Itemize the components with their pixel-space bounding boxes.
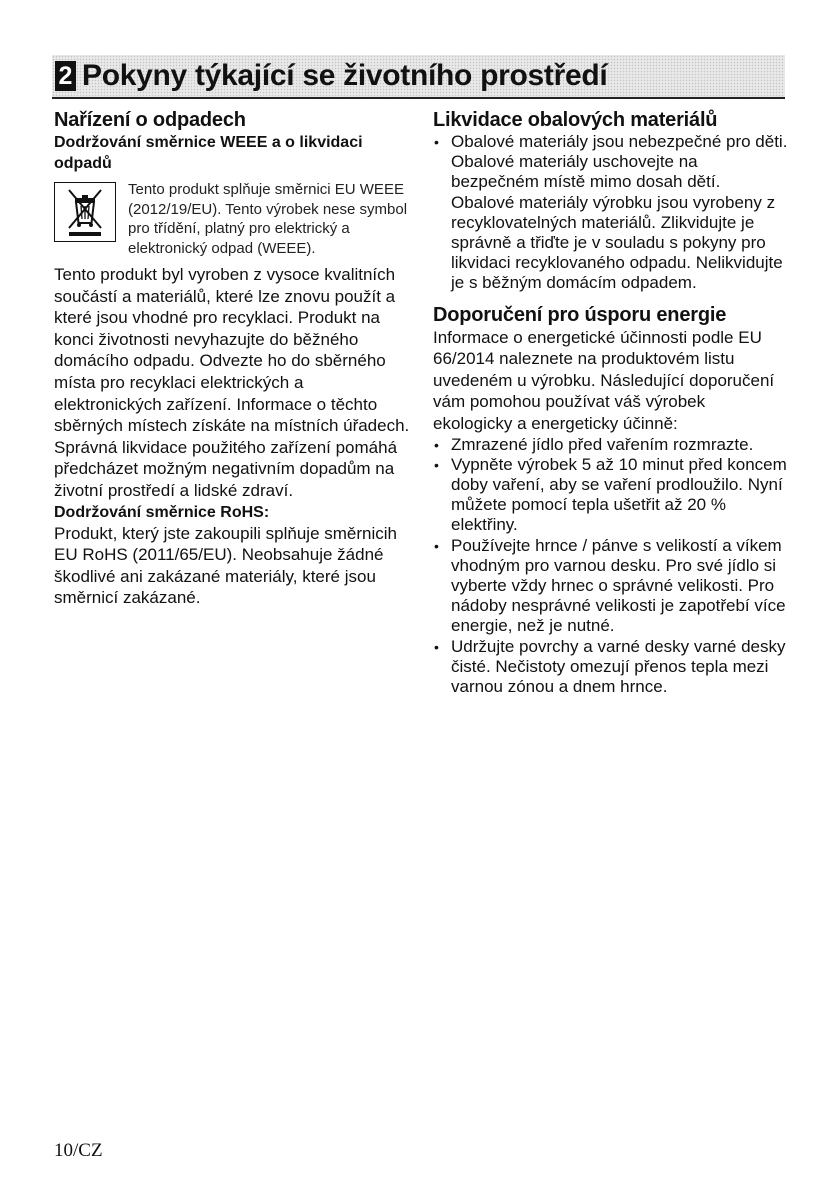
page-number: 10/CZ <box>54 1140 103 1161</box>
chapter-header <box>52 55 785 99</box>
rohs-subheading: Dodržování směrnice RoHS: <box>54 503 270 521</box>
left-column <box>54 108 410 609</box>
packaging-disposal-heading: Likvidace obalových materiálů <box>433 109 718 131</box>
list-item: • Vypněte výrobek 5 až 10 minut před koncem doby vaření, aby se vaření prodloužilo. Nyní můžete pomocí tepla ušetřit až 20 % elektřiny. <box>433 455 788 536</box>
rohs-paragraph: Produkt, který jste zakoupili splňuje směrnicih EU RoHS (2011/65/EU). Neobsahuje žádné škodlivé ani zakázané materiály, které jsou směrnicí zakázané. <box>54 523 397 608</box>
disposal-paragraph: Správná likvidace použitého zařízení pomáhá předcházet možným negativním dopadům na životní prostředí a lidské zdraví. <box>54 437 398 500</box>
weee-subheading: Dodržování směrnice WEEE a o likvidaci odpadů <box>54 134 363 172</box>
packaging-list <box>433 132 788 294</box>
recycling-paragraph: Tento produkt byl vyroben z vysoce kvalitních součástí a materiálů, které lze znovu použít a které jsou vhodné pro recyklaci. Produkt na konci životnosti nevyhazujte do běžného domácího odpadu. Odvezte ho do sběrného místa pro recyklaci elektrických a elektronických zařízení. Informace o těchto sběrných místech získáte na místních úřadech. <box>54 265 410 436</box>
right-column <box>433 108 788 697</box>
weee-notice <box>54 180 410 258</box>
list-item: • Zmrazené jídlo před vařením rozmrazte. <box>433 435 788 455</box>
weee-text: Tento produkt splňuje směrnici EU WEEE (2012/19/EU). Tento výrobek nese symbol pro třídění, platný pro elektrický a elektronický odpad (WEEE). <box>128 181 408 257</box>
energy-saving-heading: Doporučení pro úsporu energie <box>433 303 727 326</box>
weee-symbol <box>54 182 116 242</box>
list-item: • Udržujte povrchy a varné desky varné desky čisté. Nečistoty omezují přenos tepla mezi varnou zónou a dnem hrnce. <box>433 637 788 698</box>
waste-regulations-heading: Nařízení o odpadech <box>54 109 246 131</box>
energy-list <box>433 435 788 698</box>
crossed-out-wheelie-bin-icon <box>63 186 107 238</box>
chapter-title: Pokyny týkající se životního prostředí <box>82 59 608 92</box>
list-item: • Obalové materiály jsou nebezpečné pro děti. Obalové materiály uschovejte na bezpečném místě mimo dosah dětí. Obalové materiály výrobku jsou vyrobeny z recyklovatelných materiálů. Zlikvidujte je správně a třiďte je v souladu s pokyny pro likvidaci recyklovaného odpadu. Nelikvidujte je s běžným domácím odpadem. <box>433 132 788 294</box>
chapter-number: 2 <box>55 61 76 91</box>
energy-intro: Informace o energetické účinnosti podle EU 66/2014 naleznete na produktovém listu uvedeném u výrobku. Následující doporučení vám pomohou používat váš výrobek ekologicky a energeticky účinně: <box>433 327 775 433</box>
list-item: • Používejte hrnce / pánve s velikostí a víkem vhodným pro varnou desku. Pro své jídlo si vyberte vždy hrnec o správné velikosti. Pro nádoby nesprávné velikosti je zapotřebí více energie, než je nutné. <box>433 536 788 637</box>
